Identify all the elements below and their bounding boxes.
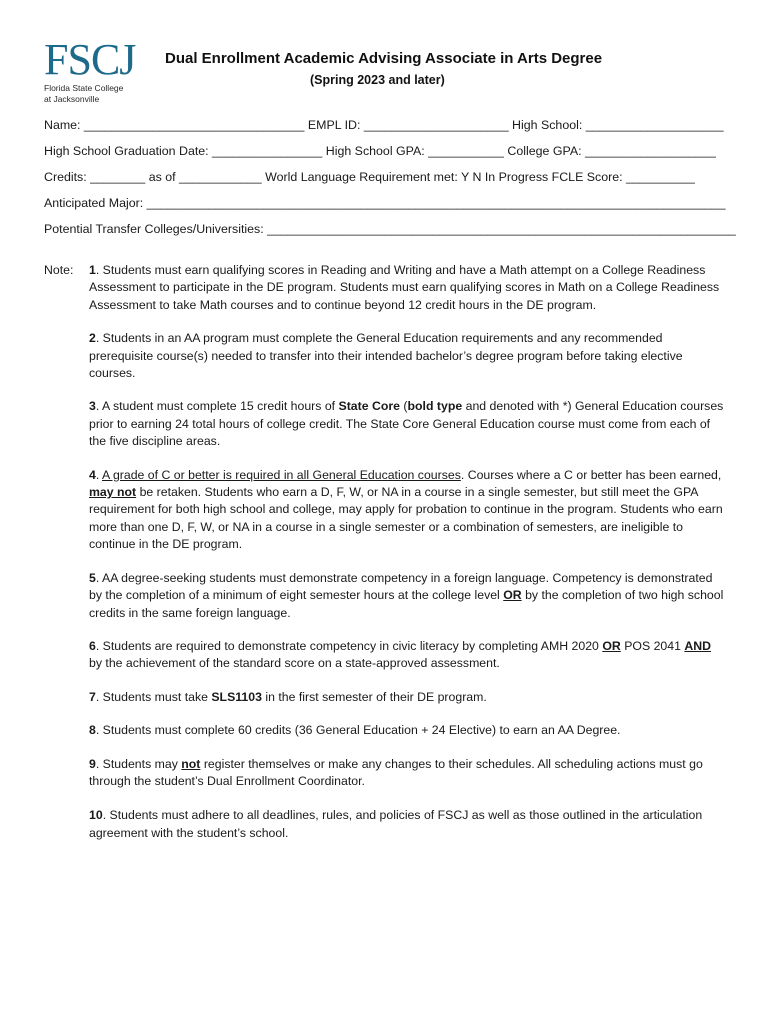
note-number: 5 [89, 570, 96, 585]
note-9 [89, 756, 725, 791]
fscj-logo [44, 35, 136, 104]
note-7 [89, 689, 725, 706]
note-text: . Students must adhere to all deadlines, rules, and policies of FSCJ as well as those outlined in the articulation agreement with the student’s school. [89, 808, 703, 840]
note-text: . Students must earn qualifying scores in Reading and Writing and have a Math attempt on a College Readiness Assessment to participate in the DE program. Students must earn qualifying scores in Math on a College Readiness Assessment to take Math courses and to continue beyond 12 credit hours in the DE program. [89, 263, 720, 312]
page-subtitle: (Spring 2023 and later) [310, 73, 445, 87]
note-text: ( [400, 399, 408, 414]
note-4 [89, 467, 725, 554]
note-text: . [95, 467, 102, 482]
note-text: in the first semester of their DE program. [261, 689, 487, 704]
note-text: . Students must complete 60 credits (36 General Education + 24 Elective) to earn an AA Degree. [95, 723, 621, 738]
note-emphasis: OR [503, 588, 522, 603]
note-text: POS 2041 [620, 638, 685, 653]
note-8 [89, 722, 725, 739]
note-underlined: A grade of C or better is required in all General Education courses [102, 467, 461, 482]
note-text: by the completion of two high school credits in the same foreign language. [89, 588, 724, 620]
field-line-graduation-gpa[interactable]: High School Graduation Date: ________________ High School GPA: ___________ College GPA: ___________________ [44, 144, 716, 158]
note-emphasis: not [181, 756, 201, 771]
field-line-credits-language-fcle[interactable]: Credits: ________ as of ____________ World Language Requirement met: Y N In Progress FCLE Score: __________ [44, 170, 695, 184]
note-text: by the achievement of the standard score on a state-approved assessment. [89, 656, 500, 671]
note-text: register themselves or make any changes to their schedules. All scheduling actions must go through the student’s Dual Enrollment Coordinator. [89, 756, 703, 788]
note-text: . Students must take [95, 689, 212, 704]
note-emphasis: AND [684, 638, 712, 653]
note-emphasis: may not [89, 485, 137, 500]
logo-wordmark: FSCJ [44, 35, 136, 84]
note-text: . Courses where a C or better has been earned, [460, 467, 722, 482]
note-3 [89, 398, 725, 450]
field-line-name-emplid-highschool[interactable]: Name: ________________________________ EMPL ID: _____________________ High School: ____________________ [44, 118, 724, 132]
note-emphasis: bold type [407, 399, 463, 414]
note-text: . Students may [95, 756, 182, 771]
note-number: 4 [89, 467, 96, 482]
note-number: 3 [89, 399, 96, 414]
note-number: 7 [89, 689, 96, 704]
note-2 [89, 330, 725, 382]
note-text: . Students are required to demonstrate competency in civic literacy by completing AMH 2020 [95, 638, 603, 653]
note-number: 1 [89, 263, 96, 277]
logo-subtitle-line2: at Jacksonville [44, 94, 100, 104]
note-number: 9 [89, 756, 96, 771]
page-title: Dual Enrollment Academic Advising Associate in Arts Degree [165, 50, 603, 67]
note-number: 6 [89, 638, 96, 653]
note-text: . AA degree-seeking students must demonstrate competency in a foreign language. Competency is demonstrated by the completion of a minimum of eight semester hours at the college level [89, 570, 713, 603]
note-5 [89, 570, 725, 622]
note-number: 10 [89, 808, 103, 823]
logo-subtitle-line1: Florida State College [44, 83, 124, 93]
note-text: . A student must complete 15 credit hours of [95, 399, 339, 414]
field-line-anticipated-major[interactable]: Anticipated Major: ____________________________________________________________________________________ [44, 196, 726, 210]
note-text: . Students in an AA program must complete the General Education requirements and any recommended prerequisite course(s) needed to transfer into their intended bachelor’s degree program before taking elective courses. [89, 331, 683, 381]
note-6 [89, 638, 725, 673]
student-info-fields [44, 116, 736, 246]
note-emphasis: SLS1103 [211, 689, 262, 704]
notes-label: Note: [44, 263, 74, 277]
note-emphasis: OR [602, 638, 621, 653]
note-text: and denoted with *) General Education courses prior to earning 24 total hours of college credit. The State Core General Education course must come from each of the five discipline areas. [89, 399, 724, 449]
note-text: be retaken. Students who earn a D, F, W, or NA in a course in a single semester, but still meet the GPA requirement for both high school and college, may apply for probation to continue in the program. Students who earn more than one D, F, W, or NA in a course in a single semester or a combination of semesters, are ineligible to continue in the DE program. [89, 485, 723, 552]
note-1 [89, 262, 725, 314]
notes-list [89, 262, 725, 858]
note-number: 8 [89, 723, 96, 738]
field-line-transfer-colleges[interactable]: Potential Transfer Colleges/Universities: ____________________________________________________________________ [44, 222, 736, 236]
note-emphasis: State Core [338, 399, 401, 414]
note-number: 2 [89, 331, 96, 346]
note-10 [89, 807, 725, 842]
